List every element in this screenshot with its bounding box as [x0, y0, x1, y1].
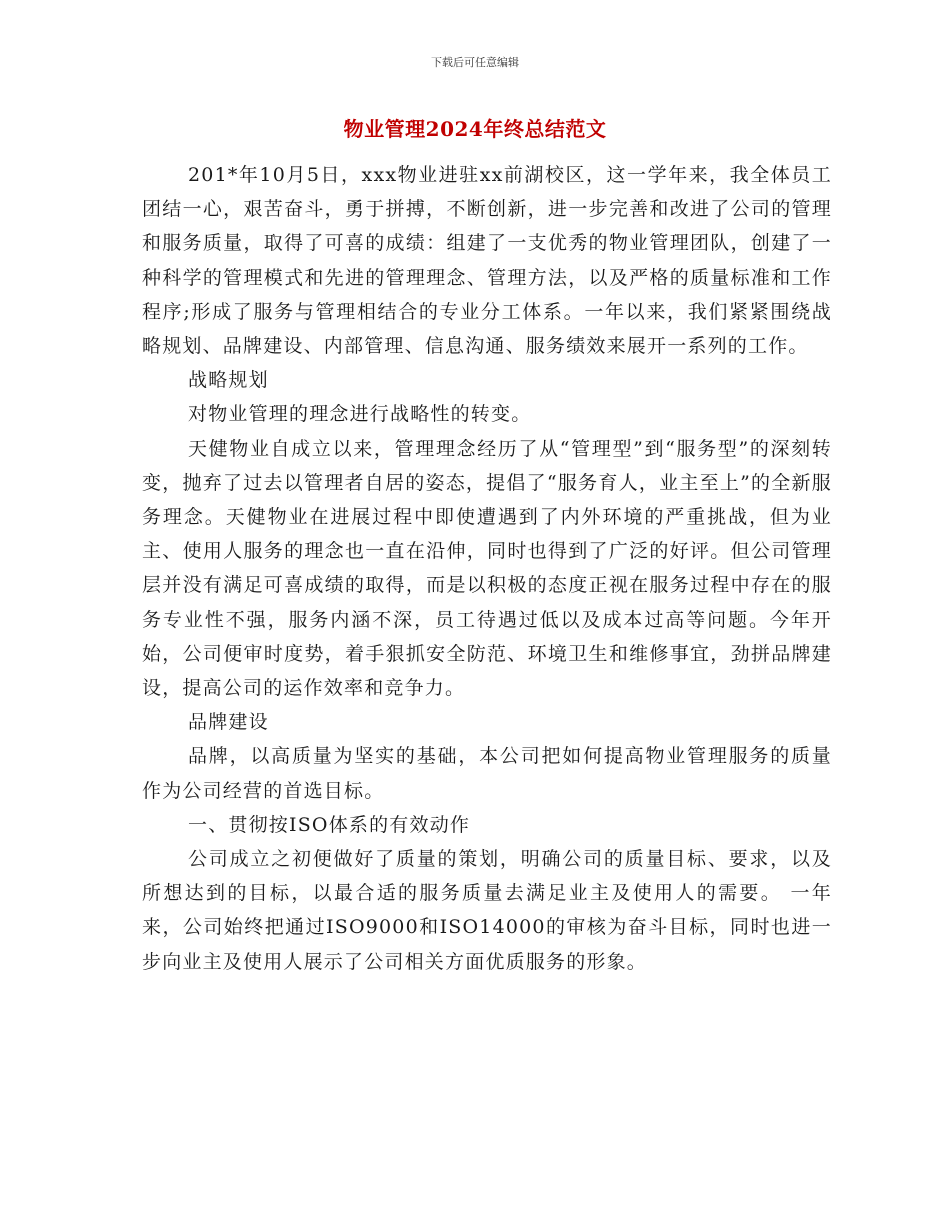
document-body: [142, 158, 832, 979]
section-heading-strategy: 战略规划: [188, 369, 269, 392]
paragraph-iso-detail: 公司成立之初便做好了质量的策划，明确公司的质量目标、要求，以及所想达到的目标，以最合适的服务质量去满足业主及使用人的需要。 一年来，公司始终把通过ISO9000和ISO14000的审核为奋斗目标，同时也进一步向业主及使用人展示了公司相关方面优质服务的形象。: [142, 848, 832, 973]
paragraph-strategy-detail: 天健物业自成立以来，管理理念经历了从“管理型”到“服务型”的深刻转变，抛弃了过去以管理者自居的姿态，提倡了“服务育人，业主至上”的全新服务理念。天健物业在进展过程中即使遭遇到了内外环境的严重挑战，但为业主、使用人服务的理念也一直在沿伸，同时也得到了广泛的好评。但公司管理层并没有满足可喜成绩的取得，而是以积极的态度正视在服务过程中存在的服务专业性不强，服务内涵不深，员工待遇过低以及成本过高等问题。今年开始，公司便审时度势，着手狠抓安全防范、环境卫生和维修事宜，劲拼品牌建设，提高公司的运作效率和竞争力。: [142, 437, 832, 700]
paragraph-intro: 201*年10月5日，xxx物业进驻xx前湖校区，这一学年来，我全体员工团结一心，艰苦奋斗，勇于拼搏，不断创新，进一步完善和改进了公司的管理和服务质量，取得了可喜的成绩：组建了一支优秀的物业管理团队，创建了一种科学的管理模式和先进的管理理念、管理方法，以及严格的质量标准和工作程序;形成了服务与管理相结合的专业分工体系。一年以来，我们紧紧围绕战略规划、品牌建设、内部管理、信息沟通、服务绩效来展开一系列的工作。: [142, 164, 832, 358]
section-heading-brand: 品牌建设: [188, 711, 269, 734]
paragraph-strategy-summary: 对物业管理的理念进行战略性的转变。: [188, 403, 532, 426]
subsection-heading-iso: 一、贯彻按ISO体系的有效动作: [188, 813, 471, 836]
header-note: 下载后可任意编辑: [431, 56, 519, 69]
paragraph-brand-summary: 品牌，以高质量为坚实的基础，本公司把如何提高物业管理服务的质量作为公司经营的首选目标。: [142, 745, 832, 802]
document-title: 物业管理2024年终总结范文: [343, 117, 607, 141]
